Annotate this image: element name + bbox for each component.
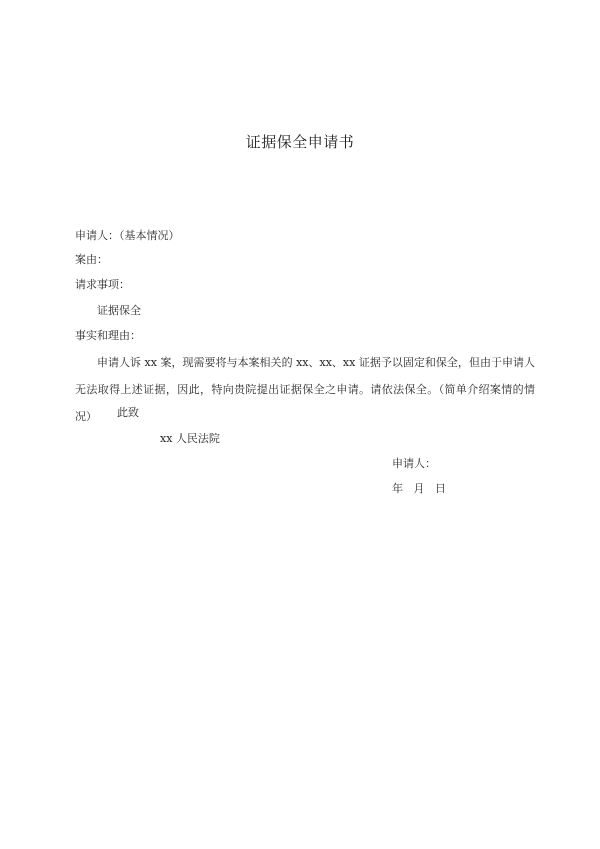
cause-line: 案由： [75, 253, 108, 266]
date-line: 年 月 日 [392, 482, 446, 495]
claims-heading: 请求事项： [75, 278, 130, 291]
applicant-line: 申请人：（基本情况） [75, 229, 180, 242]
salutation: 此致 [117, 406, 139, 419]
signature-label: 申请人： [392, 457, 436, 470]
court-name: xx 人民法院 [160, 432, 220, 445]
facts-body: 申请人诉 xx 案，现需要将与本案相关的 xx、xx、xx 证据予以固定和保全，但由于申请人无法取得上述证据，因此，特向贵院提出证据保全之申请。请依法保全。（简单介绍案情的情况） [75, 356, 535, 423]
document-title: 证据保全申请书 [245, 133, 355, 151]
facts-heading: 事实和理由： [75, 329, 141, 342]
claims-item: 证据保全 [97, 304, 141, 317]
